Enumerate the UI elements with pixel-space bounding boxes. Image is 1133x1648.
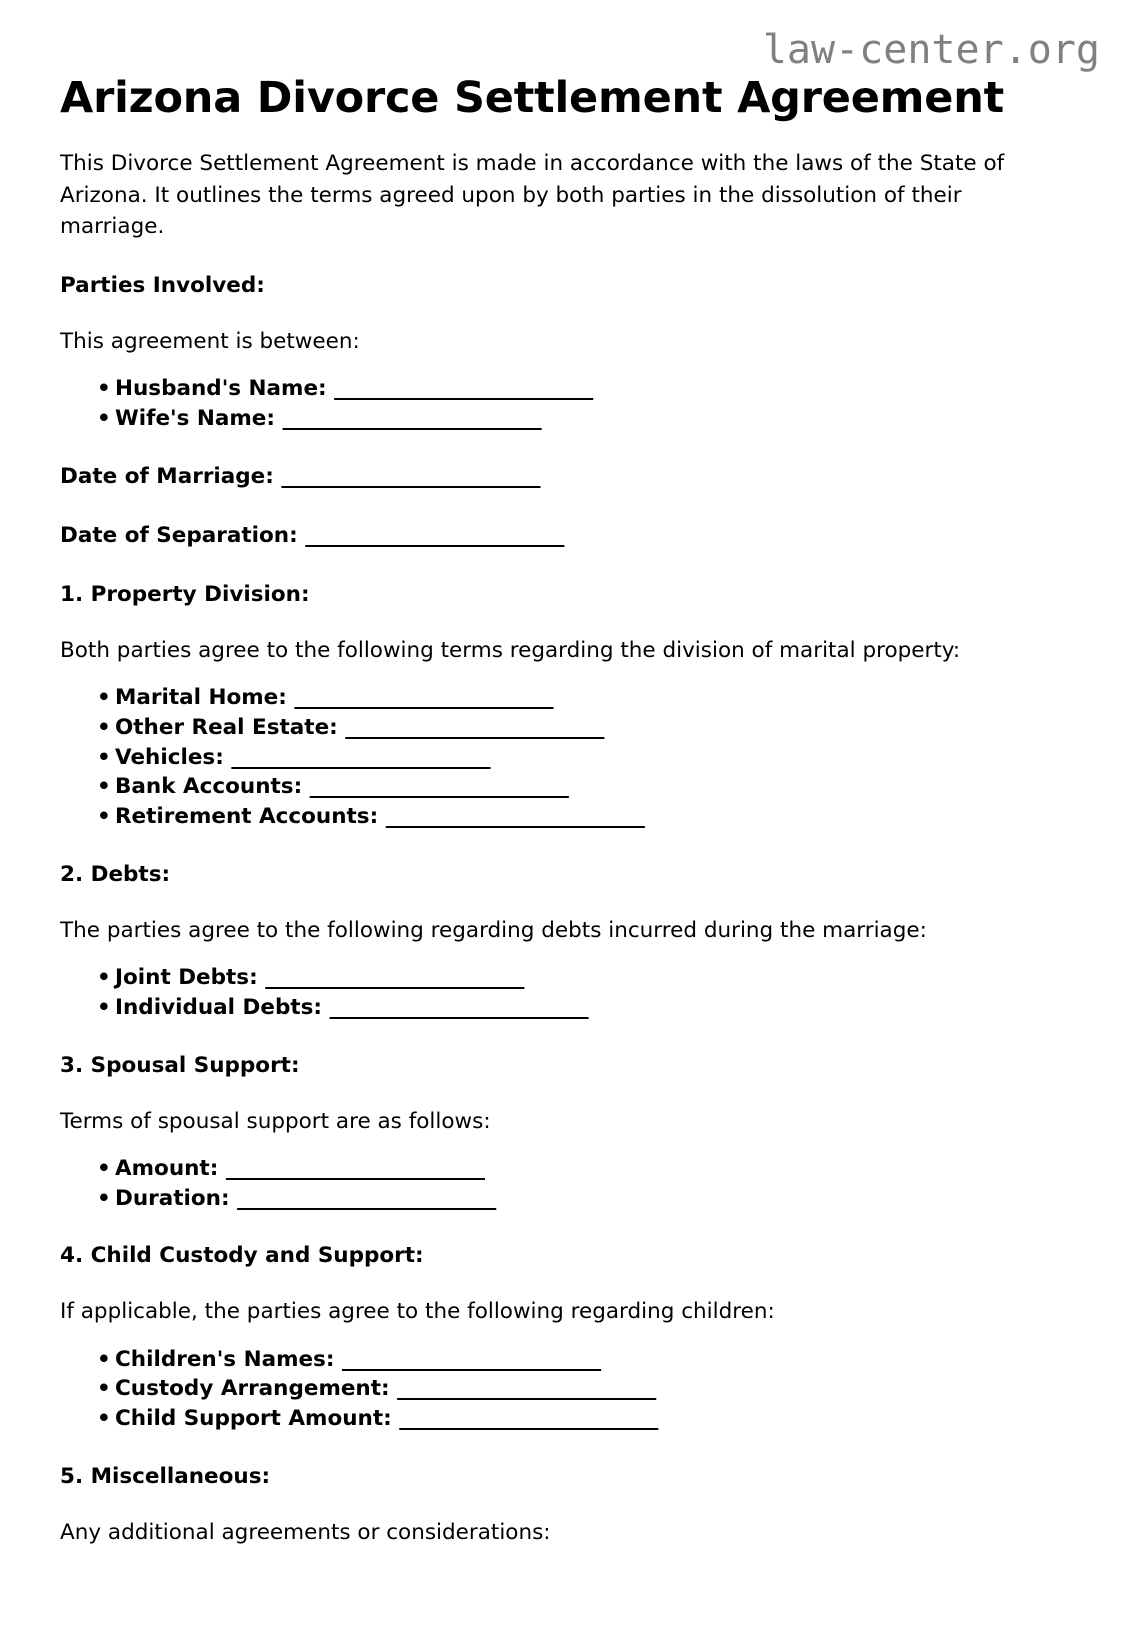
- parties-lead-text: This agreement is between:: [60, 329, 360, 355]
- field-blank[interactable]: _________________________: [281, 463, 541, 489]
- property-division-field-list: [60, 684, 1073, 831]
- field-blank[interactable]: _________________________: [341, 1346, 601, 1372]
- list-item: [97, 714, 1073, 742]
- field-blank[interactable]: _________________________: [345, 714, 605, 740]
- field-blank[interactable]: _________________________: [305, 522, 564, 548]
- field-label: Date of Separation:: [60, 522, 298, 548]
- page-bottom-spacer: [60, 1548, 1073, 1608]
- section-heading-debts: 2. Debts:: [60, 861, 171, 887]
- list-item: [97, 375, 1073, 403]
- field-label: Amount:: [115, 1155, 219, 1181]
- field-label: Custody Arrangement:: [115, 1376, 390, 1402]
- list-item: [97, 773, 1073, 801]
- field-label: Other Real Estate:: [115, 714, 338, 740]
- field-blank[interactable]: _________________________: [265, 965, 524, 991]
- section-lead-debts: The parties agree to the following regarding debts incurred during the marriage:: [60, 917, 927, 943]
- field-label: Individual Debts:: [115, 994, 323, 1020]
- site-watermark: law-center.org: [762, 27, 1100, 73]
- field-blank[interactable]: _________________________: [309, 774, 569, 800]
- field-label: Vehicles:: [115, 744, 224, 770]
- field-label: Joint Debts:: [115, 965, 258, 991]
- field-label: Children's Names:: [115, 1346, 335, 1372]
- field-label: Duration:: [115, 1185, 230, 1211]
- list-item: [97, 1346, 1073, 1374]
- field-label: Marital Home:: [115, 685, 287, 711]
- list-item: [97, 1185, 1073, 1213]
- section-lead-child-custody: If applicable, the parties agree to the following regarding children:: [60, 1299, 775, 1325]
- page-title: Arizona Divorce Settlement Agreement: [60, 73, 1005, 123]
- field-blank[interactable]: _________________________: [231, 744, 491, 770]
- section-lead-property-division: Both parties agree to the following terms regarding the division of marital property:: [60, 637, 961, 663]
- section-heading-spousal-support: 3. Spousal Support:: [60, 1052, 300, 1078]
- field-label: Husband's Name:: [115, 376, 327, 402]
- field-blank[interactable]: _________________________: [225, 1155, 485, 1181]
- field-blank[interactable]: _________________________: [385, 804, 645, 830]
- field-label: Bank Accounts:: [115, 774, 303, 800]
- section-lead-miscellaneous: Any additional agreements or considerations:: [60, 1519, 551, 1545]
- child-custody-field-list: [60, 1346, 1073, 1433]
- list-item: [97, 1375, 1073, 1403]
- field-blank[interactable]: _________________________: [282, 405, 542, 431]
- parties-involved-heading: Parties Involved:: [60, 272, 265, 298]
- list-item: [97, 744, 1073, 772]
- field-blank[interactable]: _________________________: [294, 685, 554, 711]
- section-heading-child-custody: 4. Child Custody and Support:: [60, 1243, 424, 1269]
- field-blank[interactable]: _________________________: [334, 376, 593, 402]
- field-label: Date of Marriage:: [60, 463, 274, 489]
- section-heading-miscellaneous: 5. Miscellaneous:: [60, 1463, 271, 1489]
- spousal-support-field-list: [60, 1155, 1073, 1212]
- list-item: [97, 1155, 1073, 1183]
- list-item: [97, 1405, 1073, 1433]
- list-item: [97, 994, 1073, 1022]
- date-of-separation-field: [60, 521, 1073, 551]
- field-label: Child Support Amount:: [115, 1406, 392, 1432]
- section-lead-spousal-support: Terms of spousal support are as follows:: [60, 1108, 491, 1134]
- debts-field-list: [60, 964, 1073, 1021]
- parties-field-list: [60, 375, 1073, 432]
- field-blank[interactable]: _________________________: [329, 994, 589, 1020]
- field-label: Retirement Accounts:: [115, 804, 379, 830]
- intro-paragraph: This Divorce Settlement Agreement is made in accordance with the laws of the State of Arizona. It outlines the terms agreed upon by both parties in the dissolution of their marriage.: [60, 151, 1005, 239]
- field-blank[interactable]: _________________________: [397, 1376, 656, 1402]
- list-item: [97, 964, 1073, 992]
- list-item: [97, 405, 1073, 433]
- list-item: [97, 684, 1073, 712]
- section-heading-property-division: 1. Property Division:: [60, 581, 310, 607]
- field-blank[interactable]: _________________________: [237, 1185, 496, 1211]
- field-blank[interactable]: _________________________: [399, 1406, 658, 1432]
- date-of-marriage-field: [60, 462, 1073, 492]
- field-label: Wife's Name:: [115, 405, 275, 431]
- list-item: [97, 803, 1073, 831]
